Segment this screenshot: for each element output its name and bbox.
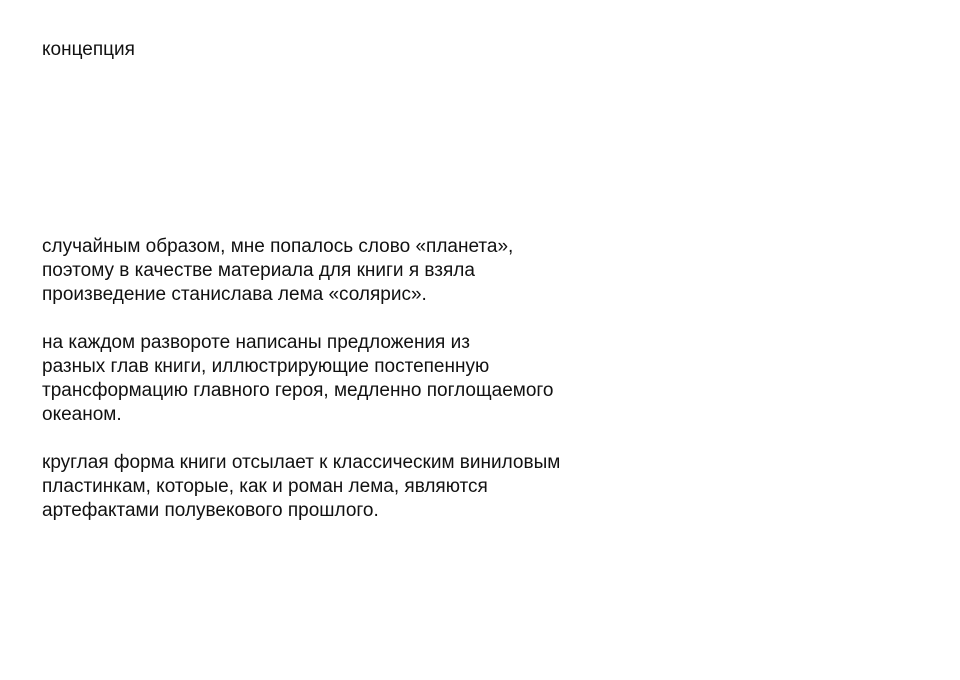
text-line: трансформацию главного героя, медленно поглощаемого	[42, 380, 554, 401]
paragraph-form	[42, 451, 682, 523]
text-line: разных глав книги, иллюстрирующие постепенную	[42, 356, 490, 377]
text-line: пластинкам, которые, как и роман лема, являются	[42, 476, 488, 497]
text-line: произведение станислава лема «солярис».	[42, 284, 427, 305]
text-line: поэтому в качестве материала для книги я взяла	[42, 260, 475, 281]
paragraph-planet	[42, 235, 682, 307]
text-line: круглая форма книги отсылает к классическим виниловым	[42, 452, 561, 473]
text-line: случайным образом, мне попалось слово «планета»,	[42, 236, 514, 257]
text-line: океаном.	[42, 404, 122, 425]
concept-text	[42, 235, 682, 547]
page-title: концепция	[42, 39, 135, 60]
text-line: артефактами полувекового прошлого.	[42, 500, 379, 521]
paragraph-spreads	[42, 331, 682, 427]
text-line: на каждом развороте написаны предложения из	[42, 332, 470, 353]
